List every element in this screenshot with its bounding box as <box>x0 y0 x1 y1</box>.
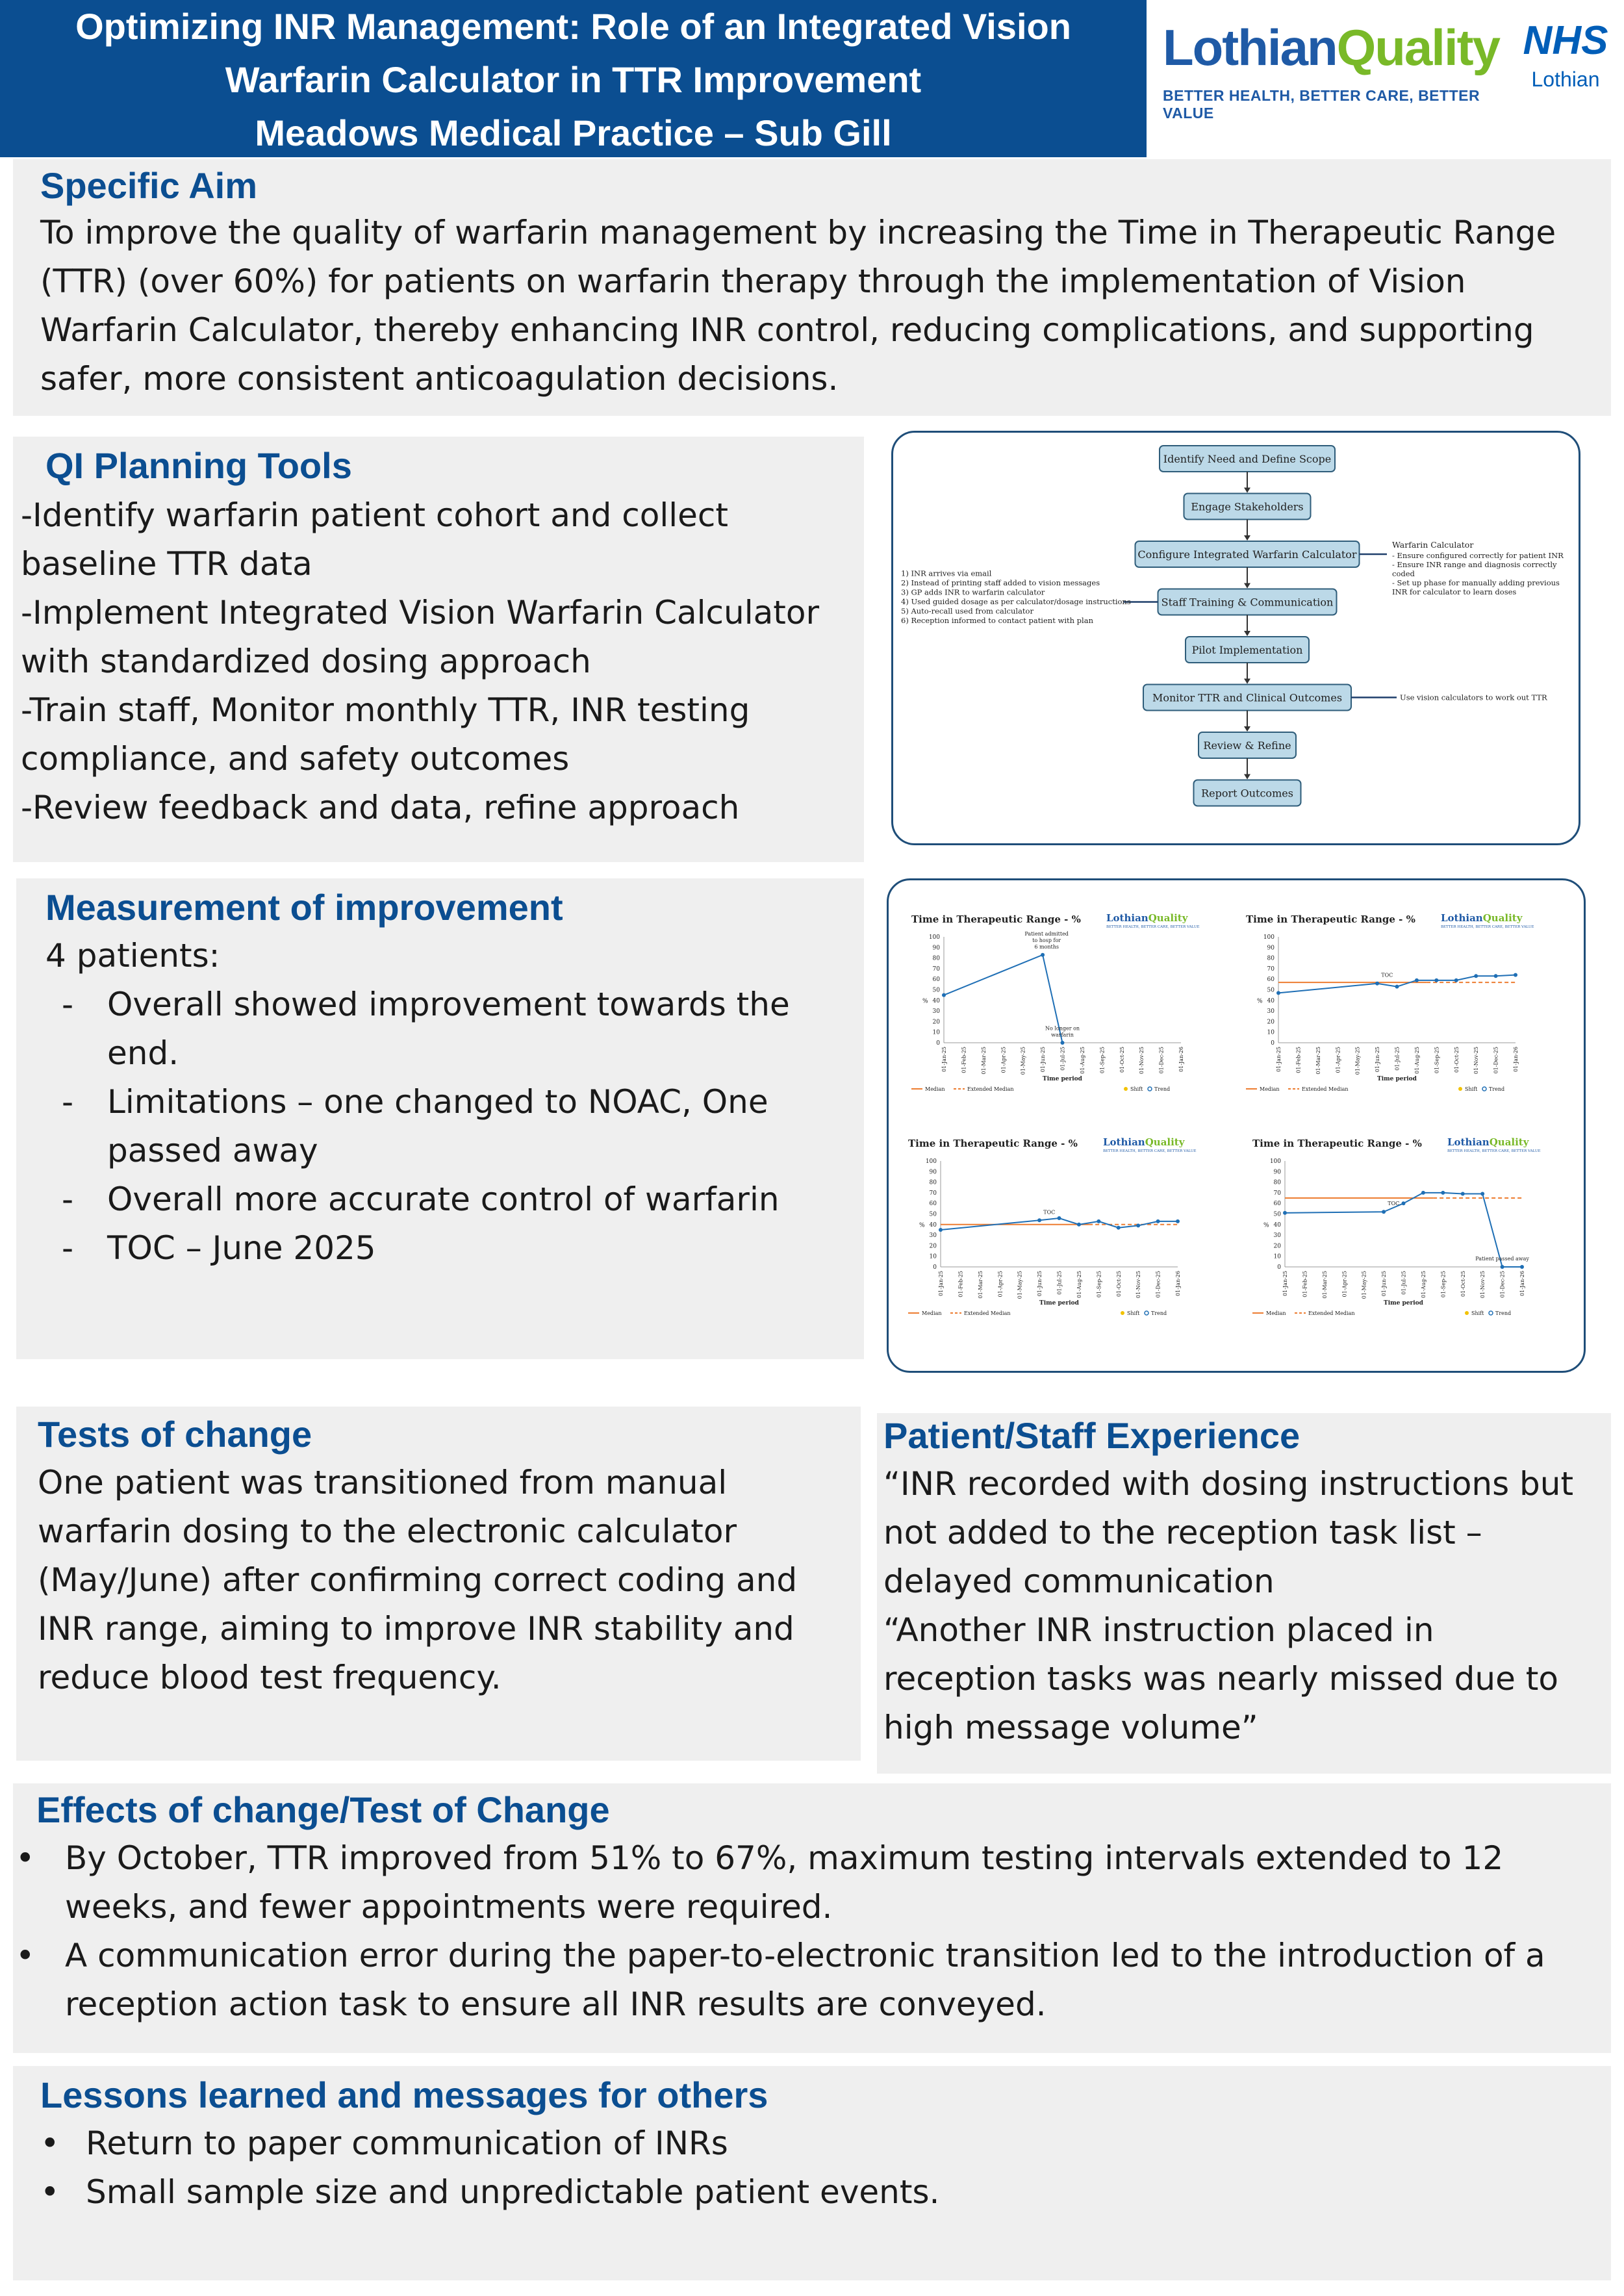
chart-y-tick: 60 <box>1267 976 1275 984</box>
chart-point <box>1402 1201 1406 1205</box>
tests-line: warfarin dosing to the electronic calculator <box>38 1512 737 1550</box>
chart-x-label: Time period <box>1039 1300 1079 1307</box>
flow-note-line: INR for calculator to learn doses <box>1392 587 1517 596</box>
experience-heading: Patient/Staff Experience <box>883 1415 1300 1456</box>
chart-y-tick: 20 <box>932 1019 940 1026</box>
effects-item: • By October, TTR improved from 51% to 67%, maximum testing intervals extended to 12 weeks, and fewer appointments were required. <box>16 1834 1607 1932</box>
nhs-lothian-logo <box>1514 18 1618 109</box>
chart-x-tick: 01-Jan-26 <box>1175 1271 1181 1296</box>
chart-x-tick: 01-Jan-25 <box>1276 1047 1282 1072</box>
lessons-item: • Return to paper communication of INRs <box>40 2119 1599 2168</box>
chart-point <box>1041 953 1045 957</box>
chart-point <box>1058 1216 1061 1220</box>
chart-y-tick: 50 <box>1273 1211 1281 1218</box>
experience-line: reception tasks was nearly missed due to <box>883 1660 1558 1698</box>
chart-annotation: TOC <box>1043 1209 1056 1216</box>
chart-x-tick: 01-Aug-25 <box>1414 1047 1420 1074</box>
measurement-panel <box>16 878 864 1359</box>
chart-y-tick: 10 <box>932 1029 940 1036</box>
chart-logo-word: Lothian <box>1447 1136 1490 1148</box>
chart-y-tick: 100 <box>925 1158 937 1165</box>
chart-y-tick: 50 <box>932 987 940 994</box>
chart-x-tick: 01-Apr-25 <box>997 1271 1004 1297</box>
flow-step-label: Report Outcomes <box>1201 787 1293 800</box>
chart-title: Time in Therapeutic Range - % <box>911 913 1081 925</box>
planning-body <box>21 491 862 832</box>
aim-line: Warfarin Calculator, thereby enhancing INR control, reducing complications, and supporting <box>40 311 1534 349</box>
flow-arrow-head <box>1244 488 1250 493</box>
lessons-item: • Small sample size and unpredictable patient events. <box>40 2168 1599 2217</box>
chart-x-tick: 01-Jan-25 <box>941 1047 947 1072</box>
chart-x-tick: 01-Jan-26 <box>1519 1271 1525 1296</box>
flow-arrow-head <box>1244 583 1250 589</box>
flow-note-line: - Set up phase for manually adding previous <box>1392 578 1560 587</box>
chart-y-tick: 0 <box>1271 1040 1275 1047</box>
logo-word-lothian: Lothian <box>1163 19 1337 76</box>
chart-point <box>1077 1223 1081 1227</box>
chart-legend-label: Extended Median <box>1302 1086 1349 1092</box>
chart-x-tick: 01-Oct-25 <box>1119 1047 1125 1073</box>
flow-note-line: - Ensure INR range and diagnosis correctly <box>1392 560 1557 569</box>
chart-logo-word: Quality <box>1148 912 1188 924</box>
chart-point <box>1156 1219 1160 1223</box>
chart-x-tick: 01-May-25 <box>1354 1047 1361 1075</box>
logo-tagline: BETTER HEALTH, BETTER CARE, BETTER VALUE <box>1163 87 1480 121</box>
chart-point <box>1395 985 1399 989</box>
chart-point <box>1037 1218 1041 1222</box>
chart-logo-word: Lothian <box>1441 912 1483 924</box>
chart-4 <box>1252 1136 1541 1316</box>
nhs-wordmark: NHS <box>1523 18 1608 63</box>
chart-x-tick: 01-Sep-25 <box>1434 1047 1440 1074</box>
flowchart-svg <box>893 433 1579 843</box>
tests-line: One patient was transitioned from manual <box>38 1464 728 1501</box>
planning-line: -Implement Integrated Vision Warfarin Calculator <box>21 594 820 631</box>
chart-point <box>1520 1265 1524 1269</box>
chart-legend-swatch <box>1465 1311 1469 1315</box>
chart-logo <box>1103 1136 1186 1148</box>
chart-x-tick: 01-Oct-25 <box>1115 1271 1122 1297</box>
flow-note-line: 3) GP adds INR to warfarin calculator <box>901 587 1045 597</box>
chart-y-tick: 40 <box>1267 997 1275 1004</box>
chart-y-tick: 50 <box>1267 987 1275 994</box>
chart-x-tick: 01-May-25 <box>1361 1271 1367 1299</box>
chart-legend-swatch <box>1489 1311 1493 1315</box>
chart-legend-label: Extended Median <box>967 1086 1014 1092</box>
flow-note-line: 5) Auto-recall used from calculator <box>901 606 1034 616</box>
flow-note-title: Warfarin Calculator <box>1392 540 1474 550</box>
chart-y-tick: 80 <box>1273 1179 1281 1186</box>
chart-legend-label: Median <box>1266 1310 1286 1316</box>
chart-x-tick: 01-Aug-25 <box>1420 1271 1427 1298</box>
aim-line: (TTR) (over 60%) for patients on warfarin therapy through the implementation of Vision <box>40 262 1466 300</box>
planning-line: with standardized dosing approach <box>21 643 591 680</box>
aim-heading: Specific Aim <box>40 165 258 206</box>
chart-2 <box>1246 912 1534 1092</box>
chart-point <box>1117 1226 1121 1230</box>
chart-legend-swatch <box>1121 1311 1124 1315</box>
chart-point <box>1097 1219 1100 1223</box>
chart-x-tick: 01-Sep-25 <box>1099 1047 1106 1074</box>
experience-line: “INR recorded with dosing instructions but <box>883 1465 1574 1503</box>
lothian-quality-logo <box>1163 18 1500 121</box>
chart-x-tick: 01-Jan-26 <box>1178 1047 1184 1072</box>
chart-x-label: Time period <box>1377 1076 1417 1082</box>
chart-logo-tagline: BETTER HEALTH, BETTER CARE, BETTER VALUE <box>1106 925 1200 929</box>
lessons-heading: Lessons learned and messages for others <box>40 2074 768 2115</box>
chart-y-label: % <box>919 1222 925 1229</box>
experience-body <box>883 1460 1608 1752</box>
chart-x-tick: 01-May-25 <box>1020 1047 1026 1075</box>
planning-line: baseline TTR data <box>21 545 312 583</box>
chart-point <box>1501 1265 1504 1269</box>
chart-y-tick: 0 <box>933 1264 937 1271</box>
effects-body <box>16 1834 1607 2029</box>
chart-point <box>1283 1211 1287 1215</box>
flow-note-line: 1) INR arrives via email <box>901 568 992 578</box>
chart-3 <box>908 1136 1197 1316</box>
chart-y-tick: 40 <box>1273 1221 1281 1229</box>
chart-x-tick: 01-Apr-25 <box>1335 1047 1341 1073</box>
flow-step-label: Identify Need and Define Scope <box>1163 453 1332 465</box>
chart-x-tick: 01-Apr-25 <box>1341 1271 1348 1297</box>
chart-y-tick: 90 <box>1273 1169 1281 1176</box>
chart-y-tick: 70 <box>1273 1190 1281 1197</box>
chart-x-tick: 01-Oct-25 <box>1453 1047 1460 1073</box>
chart-x-tick: 01-Jul-25 <box>1401 1271 1407 1295</box>
title-line-1: Optimizing INR Management: Role of an Integrated Vision <box>75 6 1071 47</box>
chart-point <box>1421 1191 1425 1195</box>
chart-x-tick: 01-Jan-26 <box>1513 1047 1519 1072</box>
chart-y-tick: 70 <box>932 965 940 973</box>
chart-y-tick: 80 <box>1267 955 1275 962</box>
chart-y-label: % <box>922 998 928 1005</box>
chart-x-tick: 01-Jun-25 <box>1040 1047 1047 1073</box>
chart-x-tick: 01-Sep-25 <box>1440 1271 1447 1298</box>
chart-logo <box>1447 1136 1530 1148</box>
flow-step-label: Configure Integrated Warfarin Calculator <box>1137 548 1357 561</box>
chart-y-tick: 60 <box>932 976 940 984</box>
chart-logo-word: Quality <box>1489 1136 1529 1148</box>
planning-heading: QI Planning Tools <box>45 445 352 486</box>
measurement-item: - Overall showed improvement towards the end. <box>62 980 857 1078</box>
chart-x-tick: 01-Oct-25 <box>1460 1271 1466 1297</box>
chart-point <box>1480 1192 1484 1196</box>
chart-y-tick: 10 <box>1273 1253 1281 1260</box>
chart-x-tick: 01-Jun-25 <box>1375 1047 1381 1073</box>
chart-x-tick: 01-Jan-25 <box>1282 1271 1288 1296</box>
chart-legend-label: Median <box>922 1310 942 1316</box>
chart-annotation: warfarin <box>1051 1032 1074 1038</box>
title-banner <box>0 0 1147 157</box>
chart-point <box>1514 973 1517 977</box>
chart-y-label: % <box>1257 998 1263 1005</box>
chart-logo-tagline: BETTER HEALTH, BETTER CARE, BETTER VALUE <box>1447 1149 1541 1153</box>
chart-y-tick: 40 <box>932 997 940 1004</box>
planning-line: -Train staff, Monitor monthly TTR, INR testing <box>21 691 750 729</box>
flow-note-line: 6) Reception informed to contact patient with plan <box>901 616 1093 625</box>
chart-y-tick: 10 <box>929 1253 937 1260</box>
chart-legend-swatch <box>1124 1087 1128 1091</box>
chart-logo-tagline: BETTER HEALTH, BETTER CARE, BETTER VALUE <box>1103 1149 1197 1153</box>
chart-y-tick: 30 <box>1267 1008 1275 1015</box>
chart-y-tick: 10 <box>1267 1029 1275 1036</box>
chart-y-tick: 90 <box>929 1169 937 1176</box>
aim-panel <box>13 159 1611 416</box>
chart-x-tick: 01-Mar-25 <box>980 1047 987 1075</box>
tests-heading: Tests of change <box>38 1414 312 1455</box>
chart-x-tick: 01-Jul-25 <box>1059 1047 1066 1071</box>
chart-annotation: TOC <box>1381 972 1393 978</box>
chart-x-tick: 01-Jun-25 <box>1381 1271 1388 1297</box>
chart-y-tick: 100 <box>928 934 940 941</box>
chart-point <box>1176 1219 1180 1223</box>
tests-line: reduce blood test frequency. <box>38 1659 501 1696</box>
effects-panel <box>13 1783 1611 2053</box>
chart-y-tick: 90 <box>1267 945 1275 952</box>
chart-x-tick: 01-Jan-25 <box>938 1271 944 1296</box>
tests-line: INR range, aiming to improve INR stability and <box>38 1610 794 1648</box>
chart-x-tick: 01-Nov-25 <box>1480 1271 1486 1299</box>
chart-y-tick: 30 <box>929 1232 937 1240</box>
chart-annotation: No longer on <box>1045 1025 1080 1032</box>
chart-point <box>1494 974 1498 978</box>
tests-panel <box>16 1407 861 1761</box>
chart-y-tick: 30 <box>932 1008 940 1015</box>
chart-point <box>1461 1192 1465 1196</box>
chart-x-tick: 01-Dec-25 <box>1493 1047 1499 1074</box>
flow-step-label: Staff Training & Communication <box>1161 596 1334 609</box>
chart-y-tick: 40 <box>929 1221 937 1229</box>
flow-arrow-head <box>1244 631 1250 636</box>
lessons-list <box>40 2119 1599 2217</box>
chart-legend-label: Trend <box>1151 1310 1167 1316</box>
chart-title: Time in Therapeutic Range - % <box>908 1138 1078 1149</box>
chart-annotation: Patient admitted <box>1024 931 1069 937</box>
chart-point <box>1474 974 1478 978</box>
chart-logo-word: Quality <box>1145 1136 1185 1148</box>
chart-title: Time in Therapeutic Range - % <box>1252 1138 1422 1149</box>
flow-step-label: Review & Refine <box>1203 739 1291 752</box>
measurement-intro: 4 patients: <box>45 937 220 975</box>
chart-legend-label: Median <box>925 1086 945 1092</box>
chart-y-tick: 80 <box>929 1179 937 1186</box>
effects-list <box>16 1834 1607 2029</box>
chart-x-label: Time period <box>1384 1300 1423 1307</box>
chart-y-tick: 50 <box>929 1211 937 1218</box>
chart-x-tick: 01-Aug-25 <box>1076 1271 1082 1298</box>
chart-point <box>1415 978 1419 982</box>
experience-panel <box>877 1413 1611 1774</box>
chart-logo <box>1106 912 1189 924</box>
flow-note-line: coded <box>1392 569 1415 578</box>
chart-x-tick: 01-Nov-25 <box>1136 1271 1142 1299</box>
chart-legend-label: Trend <box>1495 1310 1512 1316</box>
chart-legend-label: Trend <box>1154 1086 1171 1092</box>
chart-x-tick: 01-Jul-25 <box>1056 1271 1063 1295</box>
tests-line: (May/June) after confirming correct coding and <box>38 1561 798 1599</box>
chart-logo-word: Quality <box>1482 912 1523 924</box>
measurement-heading: Measurement of improvement <box>45 887 563 928</box>
chart-legend-label: Median <box>1260 1086 1280 1092</box>
nhs-sublabel: Lothian <box>1531 68 1600 91</box>
flow-step-label: Pilot Implementation <box>1191 644 1303 656</box>
tests-body <box>38 1459 859 1702</box>
chart-x-tick: 01-Apr-25 <box>1000 1047 1007 1073</box>
chart-annotation: TOC <box>1388 1201 1400 1207</box>
chart-annotation: Patient passed away <box>1475 1256 1529 1262</box>
flow-arrow-head <box>1244 774 1250 780</box>
chart-logo <box>1441 912 1523 924</box>
chart-x-tick: 01-Feb-25 <box>958 1271 964 1297</box>
flowchart-figure <box>891 431 1580 845</box>
chart-x-tick: 01-Dec-25 <box>1155 1271 1161 1298</box>
chart-point <box>942 993 946 997</box>
chart-x-label: Time period <box>1043 1076 1082 1082</box>
title-line-2: Warfarin Calculator in TTR Improvement <box>225 59 922 100</box>
chart-y-label: % <box>1263 1222 1269 1229</box>
chart-point <box>1441 1191 1445 1195</box>
flow-note-line: 2) Instead of printing staff added to vision messages <box>901 578 1100 587</box>
chart-x-tick: 01-Feb-25 <box>961 1047 967 1073</box>
chart-x-tick: 01-Dec-25 <box>1158 1047 1165 1074</box>
chart-x-tick: 01-Mar-25 <box>1315 1047 1321 1075</box>
lessons-body <box>40 2119 1599 2217</box>
experience-line: “Another INR instruction placed in <box>883 1611 1434 1649</box>
chart-legend-swatch <box>1458 1087 1462 1091</box>
flow-step-label: Engage Stakeholders <box>1191 500 1304 513</box>
chart-annotation: 6 months <box>1034 944 1059 950</box>
chart-x-tick: 01-Jun-25 <box>1037 1271 1043 1297</box>
chart-1 <box>911 912 1200 1092</box>
flow-arrow-head <box>1244 535 1250 541</box>
chart-y-tick: 30 <box>1273 1232 1281 1240</box>
chart-legend-swatch <box>1145 1311 1148 1315</box>
chart-annotation: to hosp for <box>1032 938 1061 943</box>
chart-title: Time in Therapeutic Range - % <box>1246 913 1415 925</box>
chart-legend-swatch <box>1482 1087 1486 1091</box>
measurement-item: - Limitations – one changed to NOAC, One passed away <box>62 1078 857 1175</box>
aim-body <box>40 209 1606 403</box>
chart-series-line <box>1278 972 1516 993</box>
chart-legend-label: Shift <box>1127 1310 1140 1316</box>
chart-y-tick: 100 <box>1263 934 1275 941</box>
chart-logo-word: Lothian <box>1103 1136 1145 1148</box>
chart-x-tick: 01-Feb-25 <box>1302 1271 1308 1297</box>
chart-y-tick: 60 <box>1273 1201 1281 1208</box>
charts-figure <box>887 878 1586 1373</box>
experience-line: high message volume” <box>883 1709 1258 1746</box>
aim-line: To improve the quality of warfarin management by increasing the Time in Therapeutic Range <box>40 214 1556 251</box>
chart-logo-word: Lothian <box>1106 912 1148 924</box>
chart-point <box>1375 982 1379 986</box>
chart-point <box>1434 978 1438 982</box>
chart-y-tick: 0 <box>1277 1264 1281 1271</box>
effects-item: • A communication error during the paper-to-electronic transition led to the introduction of a reception action task to ensure all INR results are conveyed. <box>16 1932 1607 2029</box>
planning-line: compliance, and safety outcomes <box>21 740 570 778</box>
title-line-3: Meadows Medical Practice – Sub Gill <box>255 112 892 153</box>
effects-heading: Effects of change/Test of Change <box>36 1789 610 1830</box>
flow-note-line: Use vision calculators to work out TTR <box>1400 693 1547 702</box>
chart-x-tick: 01-Sep-25 <box>1096 1271 1102 1298</box>
chart-y-tick: 100 <box>1269 1158 1281 1165</box>
chart-x-tick: 01-Mar-25 <box>977 1271 983 1299</box>
logo-word-quality: Quality <box>1336 19 1500 76</box>
flow-step-label: Monitor TTR and Clinical Outcomes <box>1152 691 1343 704</box>
chart-legend-label: Trend <box>1489 1086 1505 1092</box>
chart-y-tick: 20 <box>929 1243 937 1250</box>
measurement-item: - Overall more accurate control of warfarin <box>62 1175 857 1224</box>
chart-point <box>1276 991 1280 995</box>
chart-point <box>1061 1041 1065 1045</box>
charts-svg <box>889 880 1584 1371</box>
chart-legend-label: Shift <box>1471 1310 1484 1316</box>
chart-y-tick: 20 <box>1273 1243 1281 1250</box>
chart-point <box>1136 1223 1140 1227</box>
lessons-panel <box>13 2066 1611 2280</box>
chart-x-tick: 01-Nov-25 <box>1139 1047 1145 1075</box>
chart-legend-label: Extended Median <box>1308 1310 1355 1316</box>
planning-panel <box>13 437 864 862</box>
measurement-list <box>62 980 857 1273</box>
chart-point <box>1454 978 1458 982</box>
chart-y-tick: 20 <box>1267 1019 1275 1026</box>
planning-line: -Identify warfarin patient cohort and collect <box>21 496 728 534</box>
chart-x-tick: 01-Mar-25 <box>1321 1271 1328 1299</box>
flow-note-line: 4) Used guided dosage as per calculator/dosage instructions <box>901 597 1131 606</box>
measurement-item: - TOC – June 2025 <box>62 1224 857 1273</box>
chart-legend-label: Shift <box>1465 1086 1478 1092</box>
chart-x-tick: 01-May-25 <box>1017 1271 1023 1299</box>
chart-logo-tagline: BETTER HEALTH, BETTER CARE, BETTER VALUE <box>1441 925 1534 929</box>
chart-y-tick: 70 <box>1267 965 1275 973</box>
chart-point <box>1382 1210 1386 1214</box>
chart-x-tick: 01-Aug-25 <box>1079 1047 1085 1074</box>
experience-line: delayed communication <box>883 1563 1275 1600</box>
chart-y-tick: 90 <box>932 945 940 952</box>
chart-y-tick: 80 <box>932 955 940 962</box>
chart-x-tick: 01-Dec-25 <box>1499 1271 1506 1298</box>
planning-line: -Review feedback and data, refine approach <box>21 789 740 826</box>
measurement-body <box>45 932 857 1273</box>
chart-legend-label: Extended Median <box>964 1310 1011 1316</box>
chart-x-tick: 01-Jul-25 <box>1394 1047 1401 1071</box>
flow-arrow-head <box>1244 726 1250 732</box>
chart-point <box>939 1228 943 1232</box>
flow-note-line: - Ensure configured correctly for patient INR <box>1392 551 1564 560</box>
chart-y-tick: 0 <box>936 1040 940 1047</box>
aim-line: safer, more consistent anticoagulation decisions. <box>40 360 839 398</box>
experience-line: not added to the reception task list – <box>883 1514 1482 1551</box>
chart-x-tick: 01-Nov-25 <box>1473 1047 1480 1075</box>
chart-legend-swatch <box>1148 1087 1152 1091</box>
chart-x-tick: 01-Feb-25 <box>1295 1047 1302 1073</box>
chart-legend-label: Shift <box>1130 1086 1143 1092</box>
chart-y-tick: 70 <box>929 1190 937 1197</box>
chart-y-tick: 60 <box>929 1201 937 1208</box>
flow-arrow-head <box>1244 679 1250 684</box>
